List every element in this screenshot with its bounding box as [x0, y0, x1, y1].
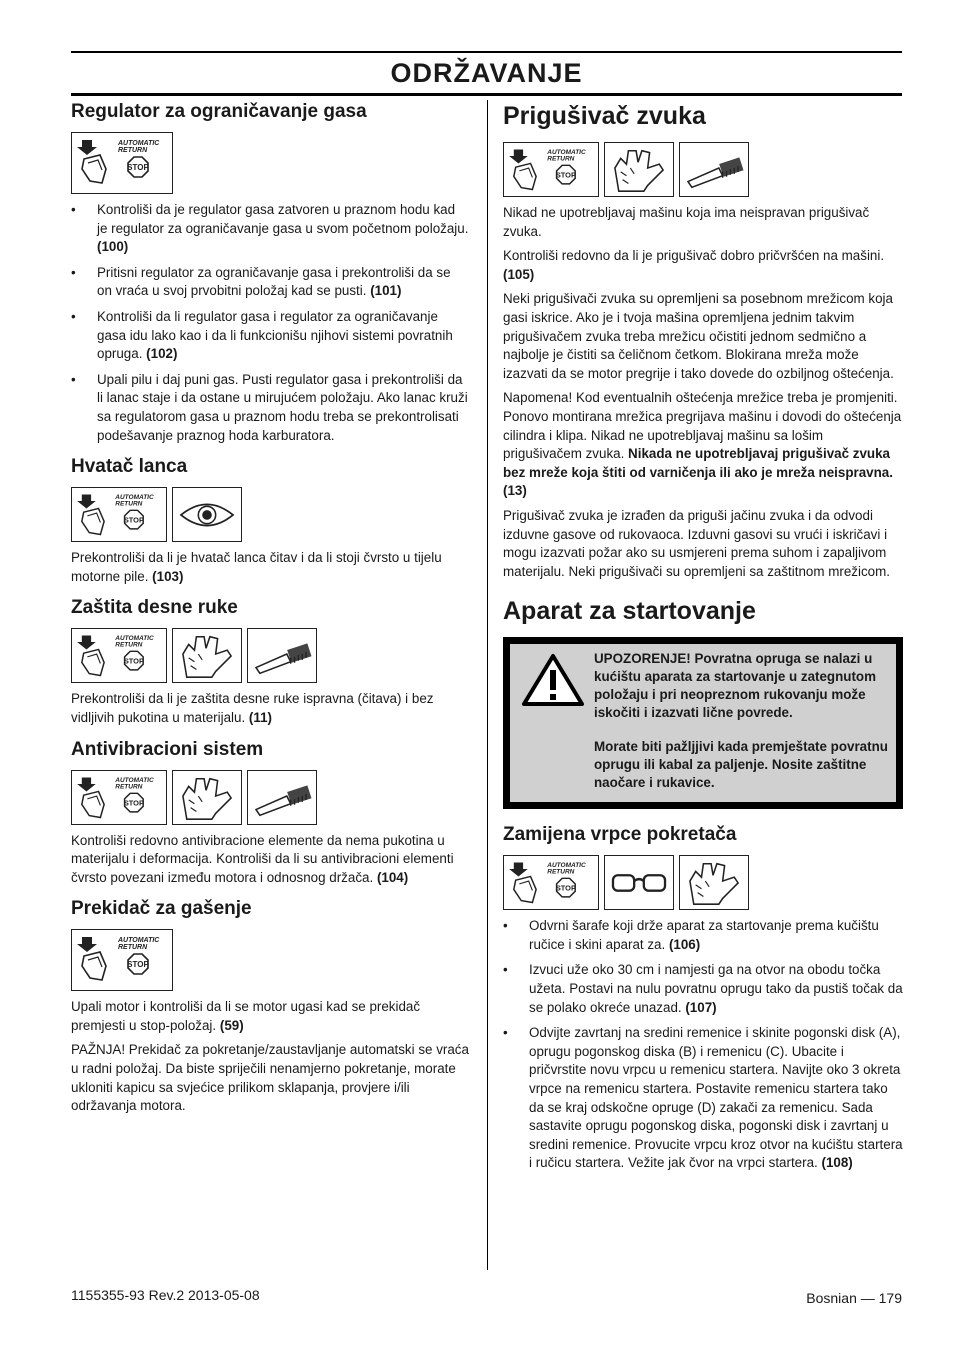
svg-text:RETURN: RETURN	[118, 944, 148, 952]
warning-panel	[510, 644, 896, 802]
list-item: • Upali pilu i daj puni gas. Pusti regulator gasa i prekontroliši da li lanac staje i da ostane u mirujućem položaju. Ako lanac kruži sa regulatorom gasa u praznom hodu treba se prekontrolisati podešavanje praznog hoda karburatora.	[71, 371, 469, 445]
paragraph: Upali motor i kontroliši da li se motor ugasi kad se prekidač premjesti u stop-položaj. (59)	[71, 999, 421, 1033]
automatic-return-stop-icon	[71, 770, 167, 825]
paragraph: Prekontroliši da li je hvatač lanca čitav i da li stoji čvrsto u tijelu motorne pile. (103)	[71, 550, 442, 584]
warning-box	[503, 637, 903, 809]
svg-text:STOP: STOP	[123, 797, 144, 807]
list-item: • Kontroliši da li regulator gasa i regulator za ograničavanje gasa idu lako kao i da li funkcionišu njihovi sistemi povratnih opruga. (102)	[71, 308, 469, 364]
left-column	[71, 100, 469, 1126]
brush-icon	[247, 628, 317, 683]
svg-text:RETURN: RETURN	[115, 783, 143, 791]
section-title: Hvatač lanca	[71, 456, 188, 478]
page-title: ODRŽAVANJE	[390, 58, 583, 88]
glove-icon	[604, 142, 674, 197]
paragraph: Nikad ne upotrebljavaj mašinu koja ima neispravan prigušivač zvuka.	[503, 205, 870, 239]
right-column	[503, 100, 903, 1180]
list-item: • Odvijte zavrtanj na sredini remenice i skinite pogonski disk (A), oprugu pogonskog diska (B) i remenicu (C). Ubacite i pričvrstite novu vrpcu u remenicu startera. Navijte oko 3 okreta vrpce na remenicu startera. Postavite remenicu startera tako da se kraj odskočne opruge (D) zakači za remenicu. Sada sastavite oprugu pogonskog diska, pogonski disk i zavrtanj u sredini remenice. Provucite vrpcu kroz otvor na kućištu startera i ručicu startera. Vežite jak čvor na vrpci startera. (108)	[503, 1024, 903, 1173]
icon-label: STOP	[127, 163, 149, 172]
svg-text:STOP: STOP	[123, 656, 144, 666]
icon-row	[503, 855, 903, 910]
list-item: • Izvuci uže oko 30 cm i namjesti ga na otvor na obodu točka užeta. Postavi na nulu povratnu oprugu tako da pustiš točak da se polako okreće unazad. (107)	[503, 961, 903, 1017]
icon-row	[71, 628, 469, 683]
glasses-icon	[604, 855, 674, 910]
paragraph: Neki prigušivači zvuka su opremljeni sa posebnom mrežicom koja gasi iskrice. Ako je i tvoja mašina opremljena jednim takvim prigušivačem zvuka treba mrežicu očistiti jednom sedmično a najbolje je čistiti sa čeličnom četkom. Blokirana mreža može izazvati da se motor pregrije i tako dovede do ozbiljnog oštećenja.	[503, 291, 894, 381]
list-item: • Odvrni šarafe koji drže aparat za startovanje prema kučištu ručice i skini aparat za. (106)	[503, 917, 903, 954]
icon-row	[71, 770, 469, 825]
warning-paragraph: Morate biti pažljjivi kada premještate povratnu oprugu ili kabal za paljenje. Nosite zaštitne naočare i rukavice.	[594, 739, 888, 791]
footer-doc-id: 1155355-93 Rev.2 2013-05-08	[71, 1287, 260, 1303]
warning-paragraph: UPOZORENJE! Povratna opruga se nalazi u kućištu aparata za startovanje u zategnutom položaju i pri neopreznom rukovanju može iskočiti i izazvati lične povrede.	[594, 651, 877, 721]
section-chain-catcher	[71, 455, 469, 586]
eye-icon	[172, 487, 242, 542]
warning-triangle-icon	[518, 650, 594, 792]
section-title: Zamijena vrpce pokretača	[503, 824, 737, 846]
top-rule	[71, 51, 902, 53]
svg-text:AUTOMATIC: AUTOMATIC	[547, 862, 586, 870]
svg-text:AUTOMATIC: AUTOMATIC	[118, 937, 160, 945]
svg-text:RETURN: RETURN	[547, 155, 575, 163]
svg-text:STOP: STOP	[555, 883, 576, 893]
list-item: • Kontroliši da je regulator gasa zatvoren u praznom hodu kad je regulator za ograničavanje gasa u svom početnom položaju. (100)	[71, 201, 469, 257]
section-starter-cord	[503, 823, 903, 1173]
section-throttle-lockout	[71, 100, 469, 445]
icon-row	[71, 132, 469, 194]
glove-icon	[679, 855, 749, 910]
icon-label: AUTOMATIC	[118, 140, 160, 147]
automatic-return-stop-icon	[71, 132, 173, 194]
svg-text:STOP: STOP	[127, 960, 149, 970]
paragraph: Prigušivač zvuka je izrađen da priguši jačinu zvuka i da odvodi izduvne gasove od rukovaoca. Izduvni gasovi su vrući i iskričavi i mogu izazvati požar ako su usmjereni prema suhom i zapaljivom materijalu. Neki prigušivači su opremljeni sa zaštitnom mrežicom.	[503, 507, 890, 579]
section-title: Antivibracioni sistem	[71, 738, 264, 760]
automatic-return-stop-icon	[503, 142, 599, 197]
section-starter	[503, 595, 903, 809]
list-item: • Pritisni regulator za ograničavanje gasa i prekontroliši da se on vraća u svoj prvobitni položaj kad se pusti. (101)	[71, 264, 469, 301]
title-rule	[71, 93, 902, 96]
section-title: Prigušivač zvuka	[503, 102, 706, 130]
section-antivibration	[71, 738, 469, 888]
brush-icon	[247, 770, 317, 825]
icon-row	[71, 487, 469, 542]
automatic-return-stop-icon	[71, 487, 167, 542]
warning-text	[594, 650, 888, 792]
section-title: Prekidač za gašenje	[71, 898, 252, 920]
svg-text:RETURN: RETURN	[115, 641, 143, 649]
column-divider	[487, 100, 488, 1270]
brush-icon	[679, 142, 749, 197]
paragraph: Prekontroliši da li je zaštita desne ruke ispravna (čitava) i bez vidljivih pukotina u materijalu. (11)	[71, 691, 434, 725]
svg-text:RETURN: RETURN	[115, 500, 143, 508]
section-title: Zaštita desne ruke	[71, 597, 238, 619]
bullet-list	[503, 917, 903, 1173]
glove-icon	[172, 628, 242, 683]
paragraph: Kontroliši redovno da li je prigušivač dobro pričvršćen na mašini. (105)	[503, 248, 885, 282]
paragraph: PAŽNJA! Prekidač za pokretanje/zaustavljanje automatski se vraća u radni položaj. Da biste spriječili nenamjerno pokretanje, morate ukloniti kapicu sa svjećice prilikom sklapanja, provjere i/ili održavanja motora.	[71, 1042, 469, 1114]
svg-text:RETURN: RETURN	[547, 868, 575, 876]
svg-text:AUTOMATIC: AUTOMATIC	[115, 635, 154, 643]
svg-text:AUTOMATIC: AUTOMATIC	[115, 494, 154, 502]
icon-row	[503, 142, 903, 197]
automatic-return-stop-icon	[71, 628, 167, 683]
section-stop-switch	[71, 897, 469, 1116]
bullet-list	[71, 201, 469, 445]
glove-icon	[172, 770, 242, 825]
footer-page-number: Bosnian — 179	[806, 1290, 902, 1306]
paragraph: Kontroliši redovno antivibracione elemente da nema pukotina u materijalu i deformacija. Kontroliši da li su antivibracioni elementi čvrsto povezani između motora i odnosnog držača. (104)	[71, 832, 454, 885]
section-title: Aparat za startovanje	[503, 597, 756, 626]
svg-text:STOP: STOP	[555, 170, 576, 180]
section-right-hand-guard	[71, 596, 469, 727]
svg-text:AUTOMATIC: AUTOMATIC	[115, 776, 154, 784]
automatic-return-stop-icon	[503, 855, 599, 910]
section-muffler	[503, 100, 903, 581]
svg-text:STOP: STOP	[123, 515, 144, 525]
automatic-return-stop-icon	[71, 929, 173, 991]
icon-row	[71, 929, 469, 991]
icon-label: RETURN	[118, 147, 148, 154]
paragraph: Napomena! Kod eventualnih oštećenja mrežice treba je promjeniti. Ponovo montirana mrežica pregrijava mašinu i dovodi do oštećenja cilindra i klipa. Nikad ne upotrebljavaj mašinu sa lošim prigušivačem zvuka. Nikada ne upotrebljavaj prigušivač zvuka bez mreže koja štiti od varničenja ili ako je mreža neispravna. (13)	[503, 390, 902, 499]
svg-text:AUTOMATIC: AUTOMATIC	[547, 149, 586, 157]
section-title: Regulator za ograničavanje gasa	[71, 101, 367, 122]
